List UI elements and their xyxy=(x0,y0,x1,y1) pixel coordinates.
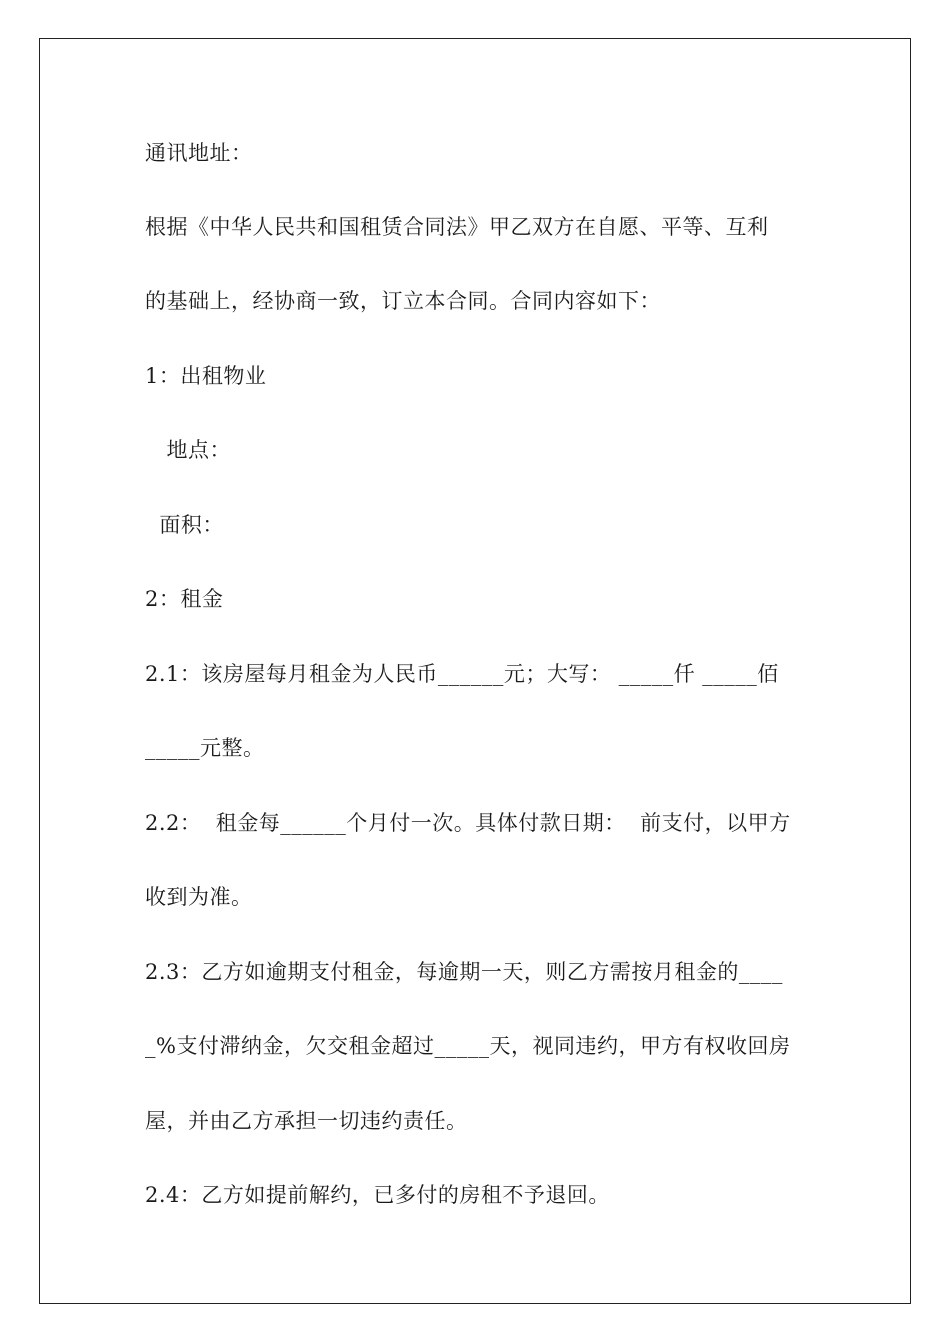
contact-address-line: 通讯地址： xyxy=(145,141,253,165)
clause-2-3-line-3: 屋，并由乙方承担一切违约责任。 xyxy=(145,1109,468,1133)
area-field: 面积： xyxy=(145,513,224,537)
location-field: 地点： xyxy=(145,438,232,462)
contract-intro-line-1: 根据《中华人民共和国租赁合同法》甲乙双方在自愿、平等、互利 xyxy=(145,215,769,239)
clause-2-3-line-2: _%支付滞纳金，欠交租金超过_____天，视同违约，甲方有权收回房 xyxy=(145,1034,791,1058)
clause-2-1-line-1: 2.1：该房屋每月租金为人民币______元；大写： _____仟 _____佰 xyxy=(145,662,779,686)
clause-2-4-line: 2.4：乙方如提前解约，已多付的房租不予退回。 xyxy=(145,1183,610,1207)
clause-2-2-line-1: 2.2： 租金每______个月付一次。具体付款日期： 前支付，以甲方 xyxy=(145,811,791,835)
clause-2-3-line-1: 2.3：乙方如逾期支付租金，每逾期一天，则乙方需按月租金的____ xyxy=(145,960,783,984)
section-2-heading: 2：租金 xyxy=(145,587,224,611)
clause-2-2-line-2: 收到为准。 xyxy=(145,885,253,909)
contract-intro-line-2: 的基础上，经协商一致，订立本合同。合同内容如下： xyxy=(145,289,661,313)
clause-2-1-line-2: _____元整。 xyxy=(145,736,265,760)
section-1-heading: 1：出租物业 xyxy=(145,364,267,388)
